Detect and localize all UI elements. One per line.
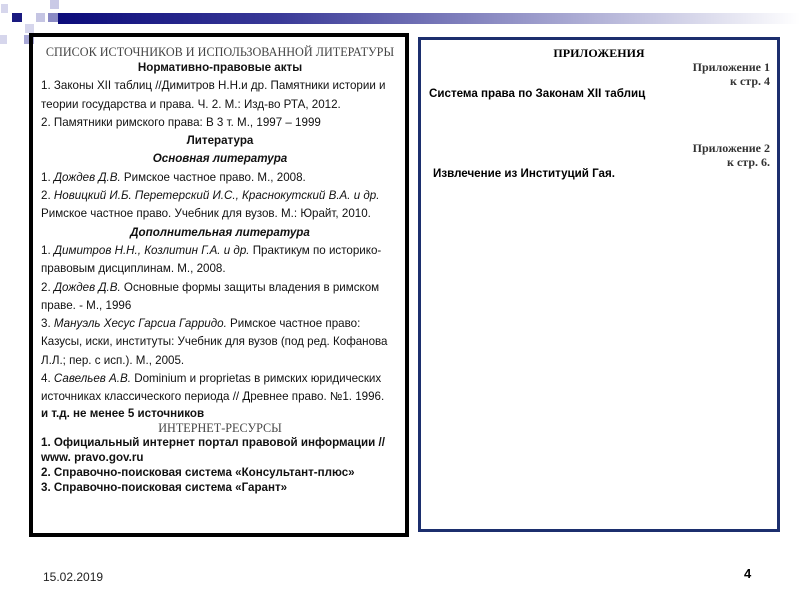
appendix-text: Система права по Законам XII таблиц xyxy=(429,87,646,100)
appendix-label: Приложение 2 к стр. 6. xyxy=(692,141,770,169)
list-item: 2. Справочно-поисковая система «Консультант-плюс» xyxy=(41,465,355,479)
square-icon xyxy=(12,13,22,22)
square-icon xyxy=(0,35,7,44)
list-item: 1. Официальный интернет портал правовой информации // www. pravo.gov.ru xyxy=(41,435,385,464)
appendix-label: Приложение 1 к стр. 4 xyxy=(692,60,770,88)
square-icon xyxy=(36,13,45,22)
appendices-title: ПРИЛОЖЕНИЯ xyxy=(553,46,645,60)
list-item: 1. Дождев Д.В. Римское частное право. М., 2008. xyxy=(41,170,306,184)
literature-heading: Литература xyxy=(186,134,254,148)
extra-literature-heading: Дополнительная литература xyxy=(130,225,310,239)
square-icon xyxy=(1,4,8,13)
square-icon xyxy=(48,13,58,22)
square-icon xyxy=(50,0,59,9)
list-item: 2. Новицкий И.Б. Перетерский И.С., Краснокутский В.А. и др. Римское частное право. Учебник для вузов. М.: Юрайт, 2010. xyxy=(41,189,380,221)
page-number: 4 xyxy=(744,566,752,581)
main-literature-heading: Основная литература xyxy=(152,152,288,166)
appendix-text: Извлечение из Институций Гая. xyxy=(433,167,615,180)
list-item: 3. Мануэль Хесус Гарсиа Гарридо. Римское частное право: Казусы, иски, институты: Учебник для вузов (под ред. Кофанова Л.Л.; пер. с исп.). М., 2005. xyxy=(41,317,388,367)
bibliography-title: СПИСОК ИСТОЧНИКОВ И ИСПОЛЬЗОВАННОЙ ЛИТЕРАТУРЫ xyxy=(45,45,395,59)
list-item: 1. Димитров Н.Н., Козлитин Г.А. и др. Практикум по историко-правовым дисциплинам. М., 2008. xyxy=(41,243,382,276)
slide-date: 15.02.2019 xyxy=(43,570,104,584)
normative-heading: Нормативно-правовые акты xyxy=(137,61,303,74)
list-item: 1. Законы XII таблиц //Димитров Н.Н.и др. Памятники истории и теории государства и права. Ч. 2. М.: Изд-во РТА, 2012. xyxy=(41,79,386,111)
square-icon xyxy=(25,24,34,33)
header-banner xyxy=(58,13,800,24)
list-item: 4. Савельев А.В. Dominium и proprietas в римских юридических источниках классического периода // Древнее право. №1. 1996. xyxy=(41,372,385,404)
list-item: 2. Памятники римского права: В 3 т. М., 1997 – 1999 xyxy=(41,115,321,129)
internet-heading: ИНТЕРНЕТ-РЕСУРСЫ xyxy=(158,420,282,435)
note: и т.д. не менее 5 источников xyxy=(41,406,205,420)
bibliography-box xyxy=(29,33,409,537)
appendices-box xyxy=(418,37,780,532)
list-item: 2. Дождев Д.В. Основные формы защиты владения в римском праве. - М., 1996 xyxy=(41,280,380,312)
list-item: 3. Справочно-поисковая система «Гарант» xyxy=(41,480,288,494)
